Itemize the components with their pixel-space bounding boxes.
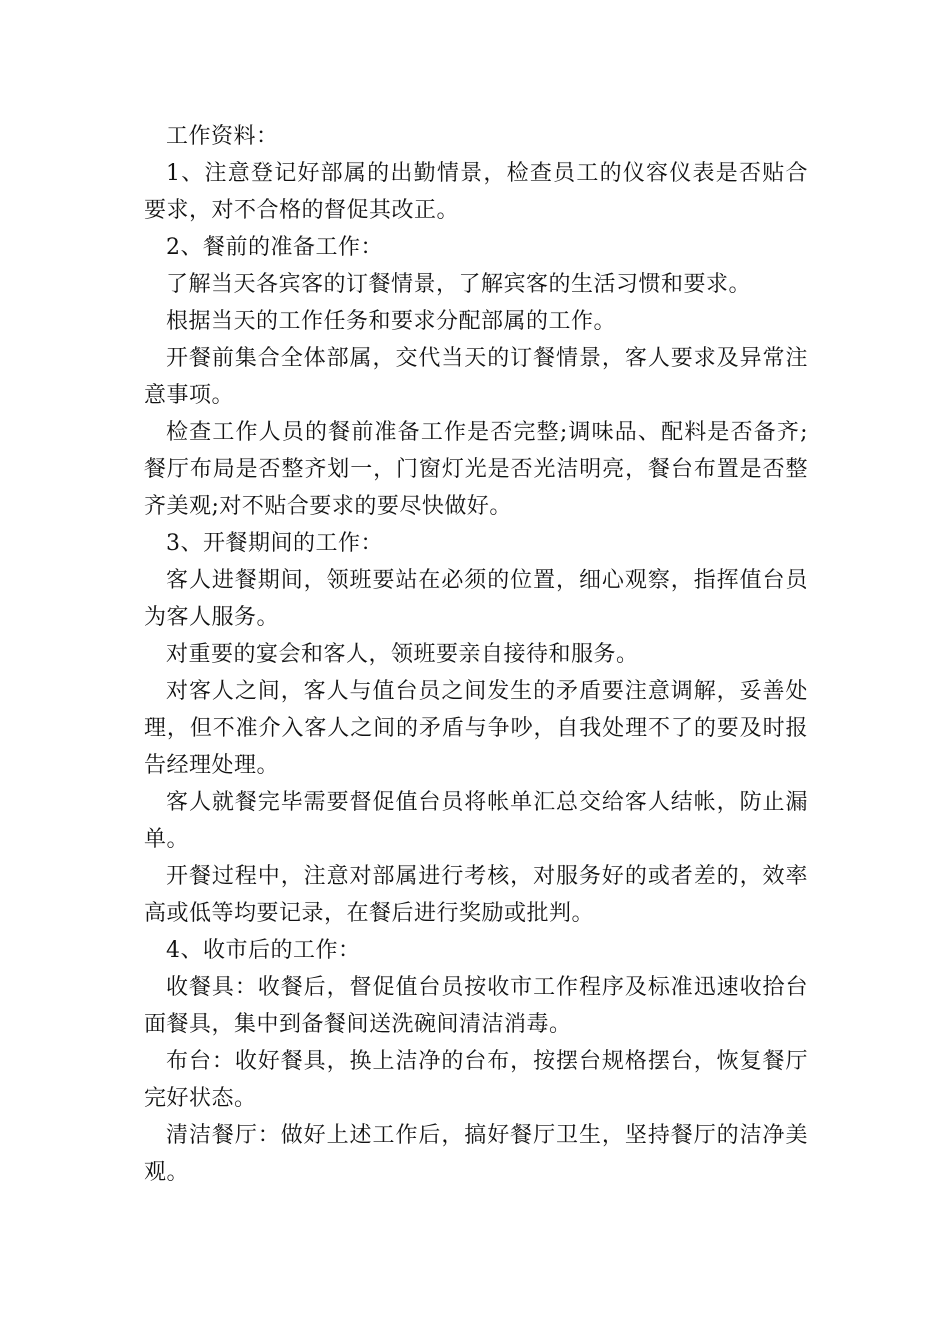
document-body xyxy=(144,118,808,1191)
paragraph: 对客人之间，客人与值台员之间发生的矛盾要注意调解，妥善处理，但不准介入客人之间的矛盾与争吵，自我处理不了的要及时报告经理处理。 xyxy=(144,679,808,778)
paragraph: 客人进餐期间，领班要站在必须的位置，细心观察，指挥值台员为客人服务。 xyxy=(144,568,808,630)
paragraph: 收餐具：收餐后，督促值台员按收市工作程序及标准迅速收拾台面餐具，集中到备餐间送洗碗间清洁消毒。 xyxy=(144,975,808,1037)
paragraph: 对重要的宴会和客人，领班要亲自接待和服务。 xyxy=(166,642,639,667)
paragraph: 检查工作人员的餐前准备工作是否完整;调味品、配料是否备齐;餐厅布局是否整齐划一，门窗灯光是否光洁明亮，餐台布置是否整齐美观;对不贴合要求的要尽快做好。 xyxy=(144,420,808,519)
section-heading: 4、收市后的工作： xyxy=(166,938,361,963)
paragraph: 1、注意登记好部属的出勤情景，检查员工的仪容仪表是否贴合要求，对不合格的督促其改正。 xyxy=(144,161,808,223)
paragraph: 布台：收好餐具，换上洁净的台布，按摆台规格摆台，恢复餐厅完好状态。 xyxy=(144,1049,808,1111)
paragraph: 了解当天各宾客的订餐情景，了解宾客的生活习惯和要求。 xyxy=(166,272,752,297)
paragraph: 清洁餐厅：做好上述工作后，搞好餐厅卫生，坚持餐厅的洁净美观。 xyxy=(144,1123,808,1185)
paragraph: 开餐前集合全体部属，交代当天的订餐情景，客人要求及异常注意事项。 xyxy=(144,346,808,408)
section-heading: 工作资料： xyxy=(166,124,279,149)
section-heading: 2、餐前的准备工作： xyxy=(166,235,383,260)
paragraph: 根据当天的工作任务和要求分配部属的工作。 xyxy=(166,309,617,334)
paragraph: 客人就餐完毕需要督促值台员将帐单汇总交给客人结帐，防止漏单。 xyxy=(144,790,808,852)
section-heading: 3、开餐期间的工作： xyxy=(166,531,383,556)
paragraph: 开餐过程中，注意对部属进行考核，对服务好的或者差的，效率高或低等均要记录，在餐后进行奖励或批判。 xyxy=(144,864,808,926)
